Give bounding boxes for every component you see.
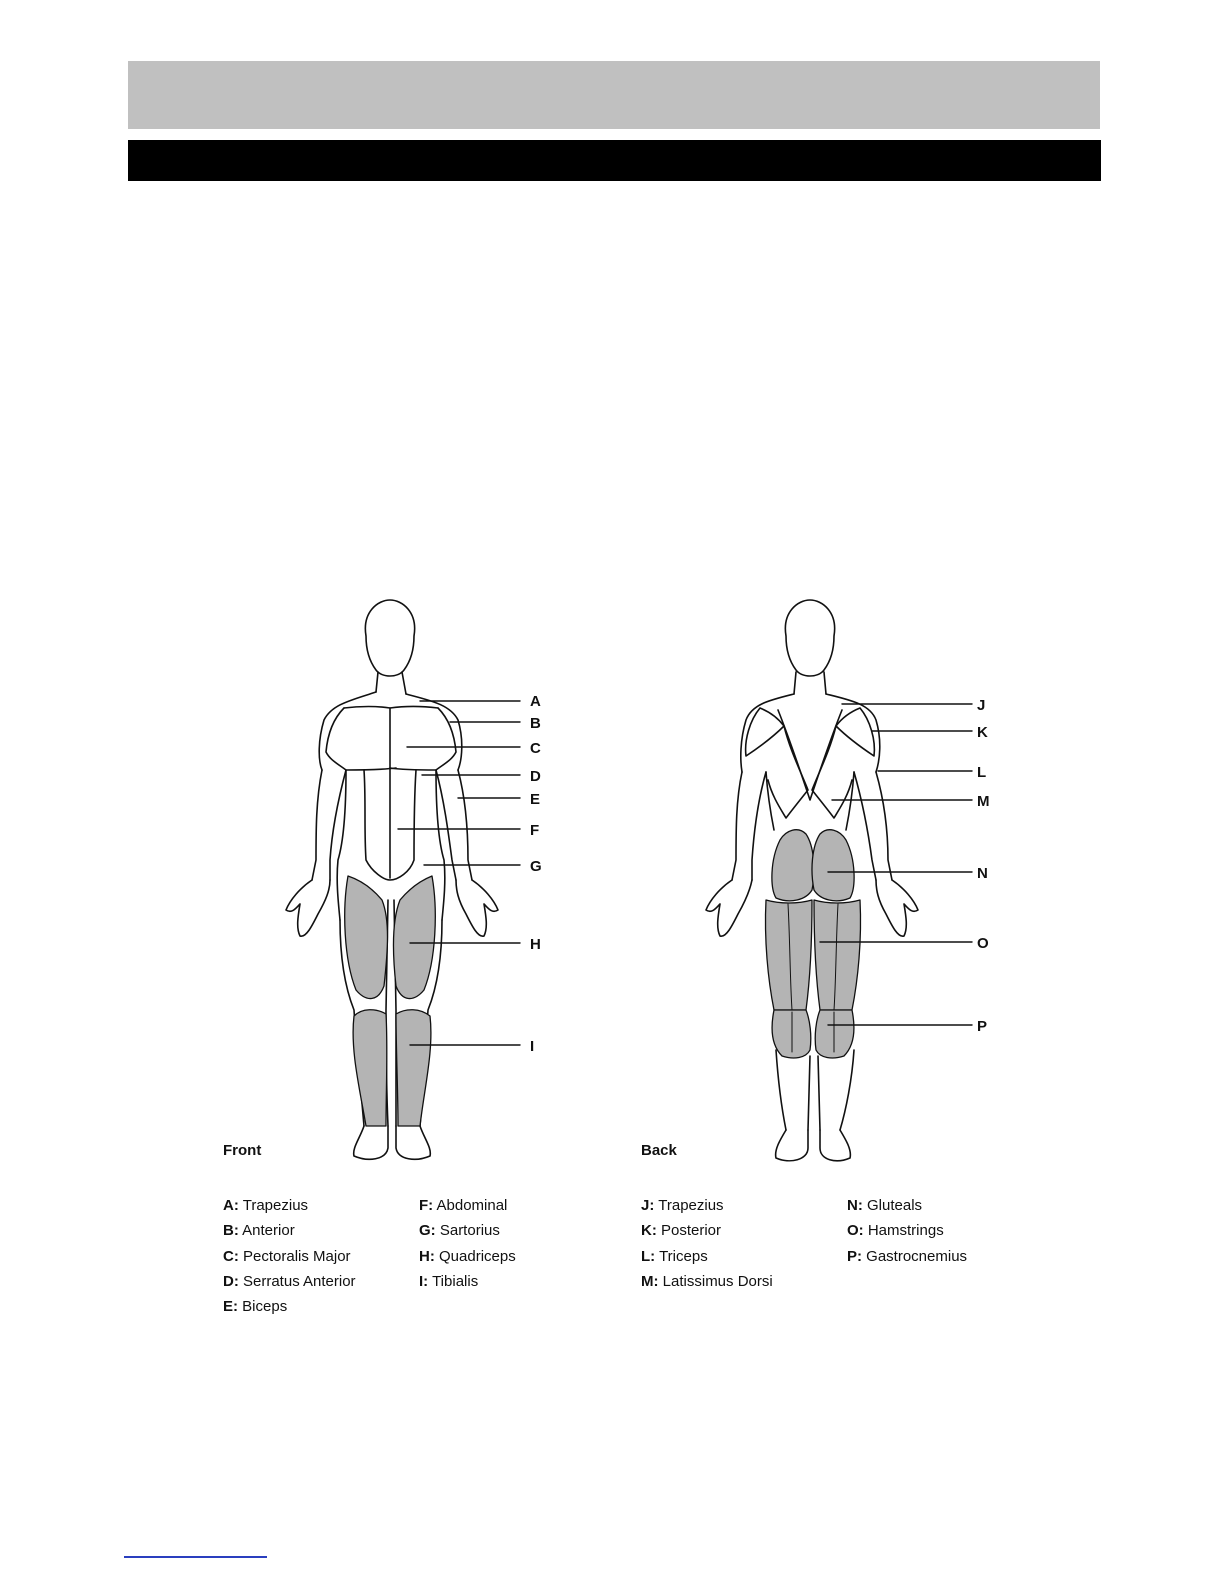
- callout-j: J: [977, 697, 986, 714]
- callout-h: H: [530, 936, 541, 953]
- gastrocnemius-right: [815, 1010, 854, 1058]
- legend-item-o: O: Hamstrings: [847, 1222, 944, 1240]
- back-callout-letters: [977, 697, 990, 1035]
- callout-g: G: [530, 858, 542, 875]
- callout-e: E: [530, 791, 541, 808]
- front-figure: [286, 600, 498, 1159]
- gastrocnemius-left: [772, 1010, 811, 1058]
- back-shaded-muscles: [765, 830, 860, 1058]
- callout-k: K: [977, 724, 988, 741]
- callout-p: P: [977, 1018, 988, 1035]
- legend-item-n: N: Gluteals: [847, 1197, 923, 1214]
- callout-d: D: [530, 768, 541, 785]
- legend-item-j: J: Trapezius: [641, 1197, 724, 1214]
- legend-item-d: D: Serratus Anterior: [223, 1272, 356, 1290]
- legend-item-g: G: Sartorius: [419, 1222, 500, 1240]
- legend-item-h: H: Quadriceps: [419, 1247, 516, 1265]
- front-shaded-muscles: [345, 876, 436, 1126]
- legend-item-k: K: Posterior: [641, 1222, 722, 1240]
- back-legend-col-1: [641, 1193, 773, 1294]
- legend-item-p: P: Gastrocnemius: [847, 1247, 968, 1265]
- front-legend-col-1: [223, 1193, 356, 1319]
- legend-item-m: M: Latissimus Dorsi: [641, 1272, 773, 1290]
- quadriceps-right: [393, 876, 435, 999]
- tibialis-right: [396, 1010, 431, 1126]
- back-legend-col-2: [847, 1193, 967, 1269]
- callout-a: A: [530, 693, 541, 710]
- legend-item-f: F: Abdominal: [419, 1197, 508, 1214]
- front-caption: Front: [223, 1142, 262, 1159]
- callout-n: N: [977, 865, 988, 882]
- gluteals-right: [812, 830, 854, 901]
- legend-item-l: L: Triceps: [641, 1247, 708, 1265]
- back-caption: Back: [641, 1142, 677, 1159]
- callout-o: O: [977, 935, 989, 952]
- callout-i: I: [530, 1038, 535, 1055]
- legend-item-c: C: Pectoralis Major: [223, 1247, 351, 1265]
- footer-rule: [124, 1556, 267, 1558]
- front-callout-letters: [530, 693, 542, 1055]
- callout-c: C: [530, 740, 541, 757]
- callout-l: L: [977, 764, 987, 781]
- callout-b: B: [530, 715, 541, 732]
- callout-m: M: [977, 793, 990, 810]
- gluteals-left: [772, 830, 814, 901]
- legend-item-b: B: Anterior: [223, 1222, 295, 1240]
- tibialis-left: [353, 1010, 387, 1126]
- front-legend-col-2: [419, 1193, 516, 1294]
- callout-f: F: [530, 822, 540, 839]
- legend-item-i: I: Tibialis: [419, 1272, 479, 1290]
- quadriceps-left: [345, 876, 388, 999]
- legend-item-a: A: Trapezius: [223, 1197, 309, 1214]
- legend-item-e: E: Biceps: [223, 1298, 288, 1316]
